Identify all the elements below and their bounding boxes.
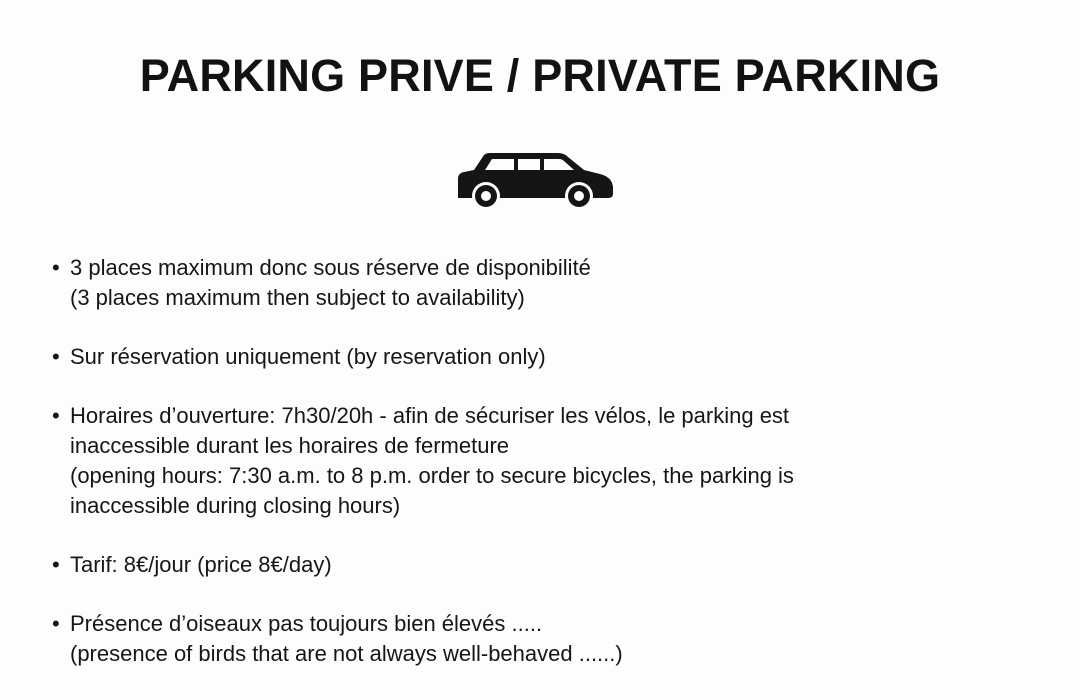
rule-price — [52, 550, 1052, 580]
rule-line: (opening hours: 7:30 a.m. to 8 p.m. order to secure bicycles, the parking is — [70, 463, 794, 488]
rule-opening-hours — [52, 401, 1052, 521]
bullet: • — [52, 344, 60, 369]
bullet: • — [52, 255, 60, 280]
bullet: • — [52, 403, 60, 428]
rule-line: inaccessible during closing hours) — [70, 493, 401, 518]
rule-reservation — [52, 342, 1052, 372]
rule-line: inaccessible durant les horaires de fermeture — [70, 433, 510, 458]
rule-capacity — [52, 253, 1052, 313]
rules-list — [52, 253, 1052, 698]
rule-line: Sur réservation uniquement (by reservation only) — [70, 344, 546, 369]
bullet: • — [52, 552, 60, 577]
rule-line: (presence of birds that are not always well-behaved ......) — [70, 641, 623, 666]
rule-line: Horaires d’ouverture: 7h30/20h - afin de sécuriser les vélos, le parking est — [70, 403, 790, 428]
rule-line: Présence d’oiseaux pas toujours bien élevés ..... — [70, 611, 543, 636]
rule-line: (3 places maximum then subject to availability) — [70, 285, 525, 310]
rule-line: Tarif: 8€/jour (price 8€/day) — [70, 552, 332, 577]
car-icon — [454, 150, 616, 214]
rule-birds — [52, 609, 1052, 669]
rule-line: 3 places maximum donc sous réserve de disponibilité — [70, 255, 591, 280]
sign-title: PARKING PRIVE / PRIVATE PARKING — [139, 50, 941, 101]
bullet: • — [52, 611, 60, 636]
